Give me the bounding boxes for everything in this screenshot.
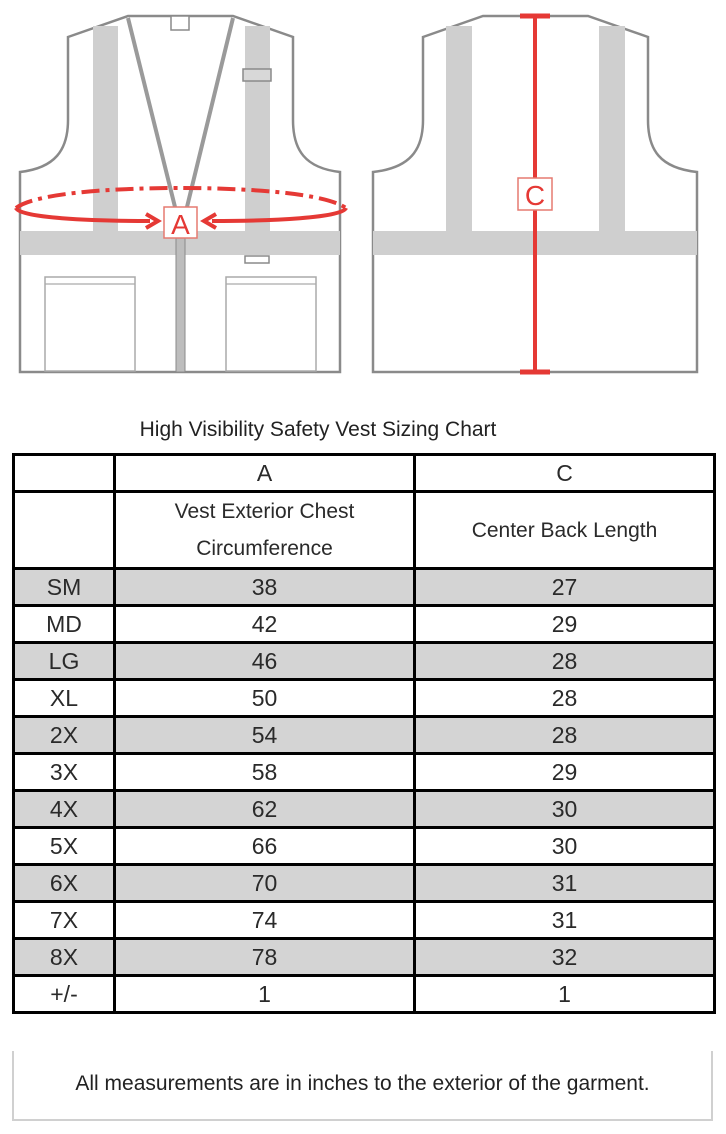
- front-zipper: [176, 237, 185, 372]
- table-row: [14, 754, 715, 791]
- chest-cell: 54: [115, 717, 415, 754]
- front-small-tab: [245, 256, 269, 263]
- length-cell: 31: [415, 902, 715, 939]
- header-a: A: [115, 455, 415, 492]
- chest-cell: 66: [115, 828, 415, 865]
- chest-cell: 42: [115, 606, 415, 643]
- table-row: [14, 865, 715, 902]
- length-cell: 28: [415, 680, 715, 717]
- front-pocket-right: [226, 277, 316, 371]
- vest-diagrams: [0, 0, 726, 390]
- size-cell: +/-: [14, 976, 115, 1013]
- table-row: [14, 828, 715, 865]
- size-cell: 4X: [14, 791, 115, 828]
- sizing-table: [12, 453, 716, 1014]
- label-c: C: [524, 180, 546, 211]
- front-collar-tab: [171, 16, 189, 30]
- length-cell: 29: [415, 606, 715, 643]
- chest-cell: 62: [115, 791, 415, 828]
- length-cell: 30: [415, 791, 715, 828]
- table-row: [14, 717, 715, 754]
- chest-cell: 78: [115, 939, 415, 976]
- size-cell: 7X: [14, 902, 115, 939]
- length-cell: 28: [415, 643, 715, 680]
- description-c: Center Back Length: [415, 492, 715, 569]
- chest-cell: 70: [115, 865, 415, 902]
- size-cell: 3X: [14, 754, 115, 791]
- length-cell: 28: [415, 717, 715, 754]
- size-cell: 2X: [14, 717, 115, 754]
- description-row: [14, 492, 715, 569]
- length-cell: 32: [415, 939, 715, 976]
- description-size: [14, 492, 115, 569]
- description-a-line2: Circumference: [196, 537, 333, 560]
- length-cell: 29: [415, 754, 715, 791]
- header-row: [14, 455, 715, 492]
- size-cell: MD: [14, 606, 115, 643]
- front-stripe-left: [93, 26, 118, 231]
- front-vest-diagram: [16, 16, 346, 372]
- length-cell: 31: [415, 865, 715, 902]
- size-cell: 6X: [14, 865, 115, 902]
- length-cell: 30: [415, 828, 715, 865]
- description-a: [115, 492, 415, 569]
- size-cell: LG: [14, 643, 115, 680]
- table-row: [14, 643, 715, 680]
- table-row: [14, 939, 715, 976]
- size-cell: 8X: [14, 939, 115, 976]
- table-row: [14, 606, 715, 643]
- size-cell: XL: [14, 680, 115, 717]
- size-cell: SM: [14, 569, 115, 606]
- chest-cell: 1: [115, 976, 415, 1013]
- table-row: [14, 569, 715, 606]
- table-row: [14, 902, 715, 939]
- table-row: [14, 976, 715, 1013]
- back-stripe-right: [599, 26, 625, 231]
- chest-cell: 74: [115, 902, 415, 939]
- front-pocket-left: [45, 277, 135, 371]
- header-size: [14, 455, 115, 492]
- front-badge-tab: [243, 69, 271, 81]
- back-vest-diagram: [373, 16, 697, 372]
- measurement-note: All measurements are in inches to the exterior of the garment.: [12, 1051, 713, 1121]
- table-row: [14, 791, 715, 828]
- chest-cell: 46: [115, 643, 415, 680]
- table-row: [14, 680, 715, 717]
- label-a: A: [171, 209, 190, 240]
- chest-cell: 58: [115, 754, 415, 791]
- chest-cell: 50: [115, 680, 415, 717]
- length-cell: 1: [415, 976, 715, 1013]
- front-stripe-right: [245, 26, 270, 231]
- header-c: C: [415, 455, 715, 492]
- back-stripe-left: [446, 26, 472, 231]
- description-a-line1: Vest Exterior Chest: [174, 500, 355, 523]
- chart-title: High Visibility Safety Vest Sizing Chart: [139, 418, 497, 441]
- length-cell: 27: [415, 569, 715, 606]
- size-cell: 5X: [14, 828, 115, 865]
- chest-cell: 38: [115, 569, 415, 606]
